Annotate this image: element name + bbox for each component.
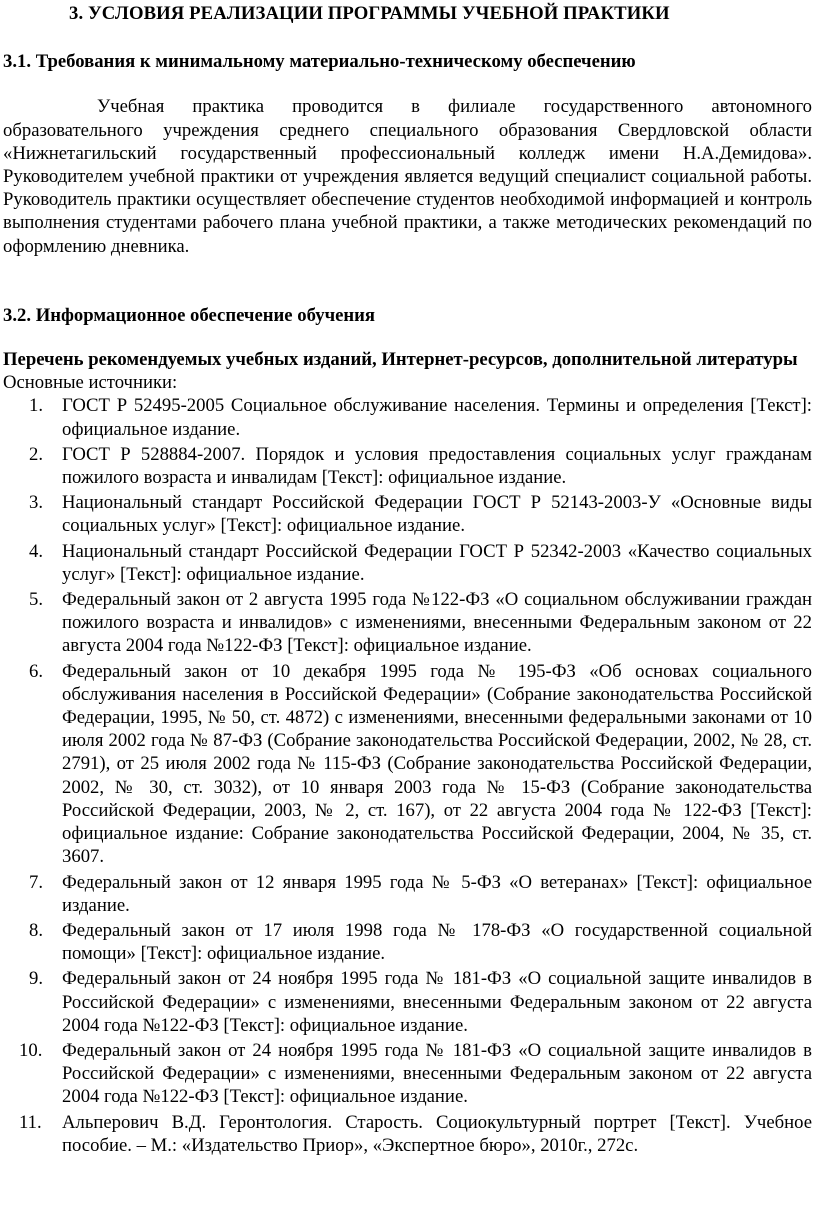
list-item-number: 10. xyxy=(19,1039,43,1061)
list-item xyxy=(3,1039,812,1109)
list-item-text: Федеральный закон от 2 августа 1995 года №122-ФЗ «О социальном обслуживании граждан пожилого возраста и инвалидов» с изменениями, внесенными Федеральным законом от 22 августа 2004 года №122-ФЗ [Текст]: официальное издание. xyxy=(62,589,812,657)
list-item xyxy=(3,919,812,965)
list-item xyxy=(3,394,812,440)
list-item-text: Федеральный закон от 24 ноября 1995 года № 181-ФЗ «О социальной защите инвалидов в Российской Федерации» с изменениями, внесенными Федеральным законом от 22 августа 2004 года №122-ФЗ [Текст]: официальное издание. xyxy=(62,1039,812,1108)
list-item-text: Национальный стандарт Российской Федерации ГОСТ Р 52342-2003 «Качество социальных услуг» [Текст]: официальное издание. xyxy=(62,540,812,585)
list-item-text: Федеральный закон от 24 ноября 1995 года № 181-ФЗ «О социальной защите инвалидов в Российской Федерации» с изменениями, внесенными Федеральным законом от 22 августа 2004 года №122-ФЗ [Текст]: официальное издание. xyxy=(62,968,812,1036)
list-item xyxy=(3,443,812,489)
list-item-number: 2. xyxy=(29,443,44,465)
list-item-number: 11. xyxy=(19,1111,42,1133)
main-sources-label: Основные источники: xyxy=(3,372,178,394)
list-item xyxy=(3,588,812,658)
list-item-text: Национальный стандарт Российской Федерации ГОСТ Р 52143-2003-У «Основные виды социальных услуг» [Текст]: официальное издание. xyxy=(62,492,812,537)
list-item xyxy=(3,540,812,586)
list-item xyxy=(3,967,812,1037)
list-item xyxy=(3,660,812,869)
page-title: 3. УСЛОВИЯ РЕАЛИЗАЦИИ ПРОГРАММЫ УЧЕБНОЙ ПРАКТИКИ xyxy=(69,3,670,24)
list-item xyxy=(3,871,812,917)
list-item xyxy=(3,1111,812,1157)
list-item-number: 7. xyxy=(29,871,44,893)
list-item-text: Федеральный закон от 12 января 1995 года № 5-ФЗ «О ветеранах» [Текст]: официальное издание. xyxy=(62,871,812,916)
list-item-number: 3. xyxy=(29,492,44,514)
list-item-number: 9. xyxy=(29,968,44,990)
section-3-1-paragraph: Учебная практика проводится в филиале государственного автономного образовательного учреждения среднего специального образования Свердловской области «Нижнетагильский государственный профессиональный колледж имени Н.А.Демидова». Руководителем учебной практики от учреждения является ведущий специалист социальной работы. Руководитель практики осуществляет обеспечение студентов необходимой информацией и контроль выполнения студентами рабочего плана учебной практики, а также методических рекомендаций по оформлению дневника. xyxy=(3,96,812,257)
section-3-2-heading: 3.2. Информационное обеспечение обучения xyxy=(3,304,376,326)
list-item-text: ГОСТ Р 528884-2007. Порядок и условия предоставления социальных услуг гражданам пожилого возраста и инвалидам [Текст]: официальное издание. xyxy=(62,443,812,489)
list-item-number: 6. xyxy=(29,660,44,682)
list-item-number: 8. xyxy=(29,919,44,941)
list-item-number: 5. xyxy=(29,589,44,611)
list-item-text: ГОСТ Р 52495-2005 Социальное обслуживание населения. Термины и определения [Текст]: официальное издание. xyxy=(62,395,812,440)
list-item-text: Альперович В.Д. Геронтология. Старость. Социокультурный портрет [Текст]. Учебное пособие. – М.: «Издательство Приор», «Экспертное бюро», 2010г., 272с. xyxy=(62,1111,812,1156)
references-list-heading: Перечень рекомендуемых учебных изданий, Интернет-ресурсов, дополнительной литературы xyxy=(3,349,798,371)
list-item-number: 4. xyxy=(29,540,44,562)
sources-list xyxy=(3,394,812,1157)
list-item-text: Федеральный закон от 10 декабря 1995 года № 195-ФЗ «Об основах социального обслуживания населения в Российской Федерации» (Собрание законодательства Российской Федерации, 1995, № 50, ст. 4872) с изменениями, внесенными федеральными законами от 10 июля 2002 года № 87-ФЗ (Собрание законодательства Российской Федерации, 2002, № 28, ст. 2791), от 25 июля 2002 года № 115-ФЗ (Собрание законодательства Российской Федерации, 2002, № 30, ст. 3032), от 10 января 2003 года № 15-ФЗ (Собрание законодательства Российской Федерации, 2003, № 2, ст. 167), от 22 августа 2004 года № 122-ФЗ [Текст]: официальное издание: Собрание законодательства Российской Федерации, 2004, № 35, ст. 3607. xyxy=(62,660,812,868)
list-item-text: Федеральный закон от 17 июля 1998 года № 178-ФЗ «О государственной социальной помощи» [Текст]: официальное издание. xyxy=(62,919,812,965)
section-3-1-heading: 3.1. Требования к минимальному материально-техническому обеспечению xyxy=(3,51,636,73)
list-item xyxy=(3,491,812,537)
list-item-number: 1. xyxy=(29,395,44,417)
